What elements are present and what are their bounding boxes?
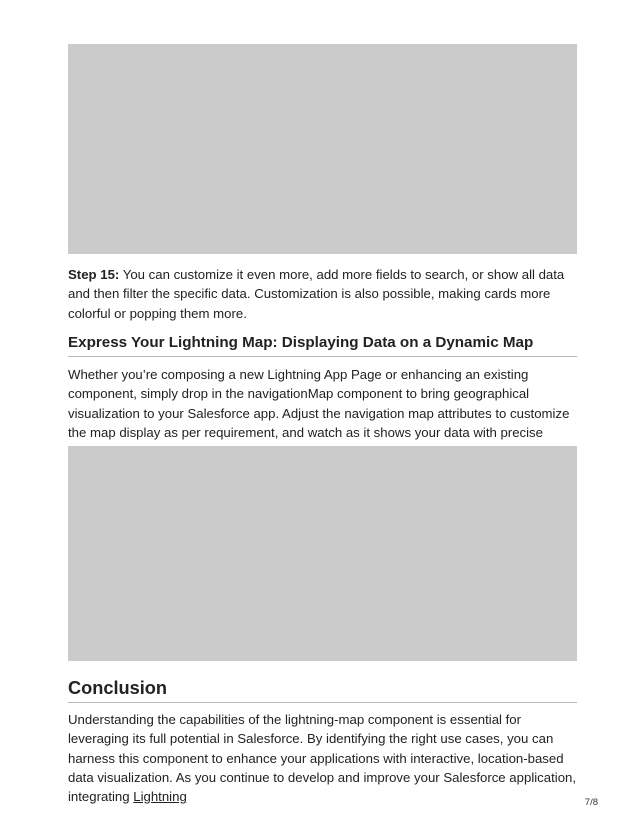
step-text: You can customize it even more, add more fields to search, or show all data and then filter the specific data. Customization is also possible, making cards more colorful or popping them more. <box>68 267 565 321</box>
screenshot-placeholder-2 <box>68 446 577 661</box>
lightning-link[interactable]: Lightning <box>133 789 187 805</box>
page-number: 7/8 <box>584 797 598 808</box>
conclusion-paragraph <box>68 710 580 806</box>
step-15-paragraph <box>68 265 580 323</box>
section-heading-map: Express Your Lightning Map: Displaying Data on a Dynamic Map <box>68 333 577 357</box>
step-label: Step 15: <box>68 267 120 282</box>
screenshot-placeholder-1 <box>68 44 577 254</box>
conclusion-text: Understanding the capabilities of the lightning-map component is essential for leveraging its full potential in Salesforce. By identifying the right use cases, you can harness this component to enhance your applications with interactive, location-based data visualization. As you continue to develop and improve your Salesforce application, integrating <box>68 712 577 805</box>
section-map-paragraph: Whether you’re composing a new Lightning App Page or enhancing an existing component, simply drop in the navigationMap component to bring geographical visualization to your Salesforce app. Adjust the navigation map attributes to customize the map display as per requirement, and watch as it shows your data with precise <box>68 367 570 440</box>
conclusion-heading: Conclusion <box>68 677 577 703</box>
